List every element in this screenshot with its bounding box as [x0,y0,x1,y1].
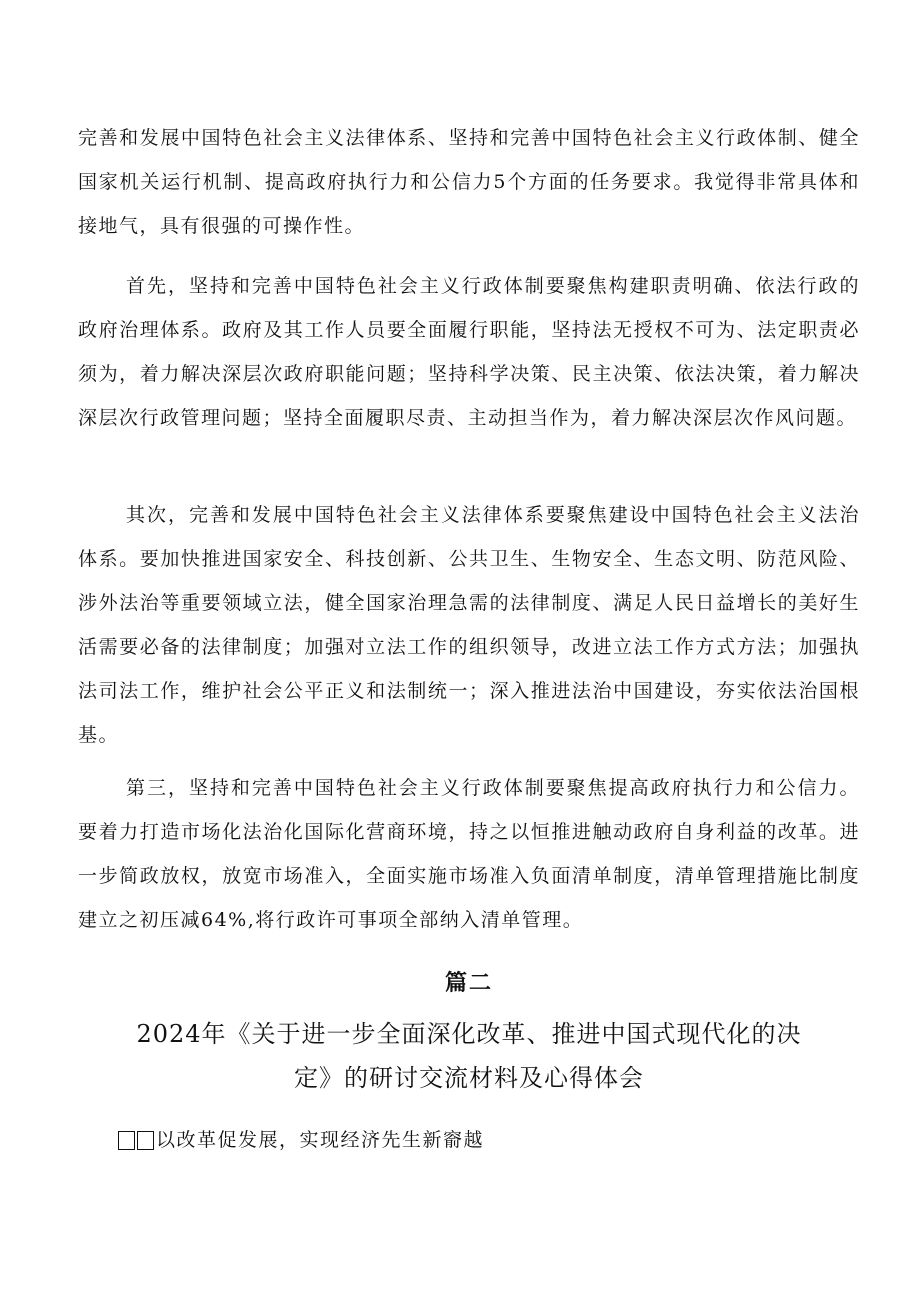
document-title: 2024年《关于进一步全面深化改革、推进中国式现代化的决定》的研讨交流材料及心得体会 [136,1020,802,1092]
missing-glyph-box-icon [118,1131,135,1150]
subheading-text: 以改革促发展，实现经济先生新窬越 [156,1129,485,1151]
missing-glyph-box-icon [137,1131,154,1150]
section-title: 篇二 [444,970,493,996]
paragraph-2: 首先，坚持和完善中国特色社会主义行政体制要聚焦构建职责明确、依法行政的政府治理体系。政府及其工作人员要全面履行职能，坚持法无授权不可为、法定职责必须为，着力解决深层次政府职能问题；坚持科学决策、民主决策、依法决策，着力解决深层次行政管理问题；坚持全面履职尽责、主动担当作为，着力解决深层次作风问题。 [78,275,860,429]
paragraph-4: 第三，坚持和完善中国特色社会主义行政体制要聚焦提高政府执行力和公信力。要着力打造市场化法治化国际化营商环境，持之以恒推进触动政府自身利益的改革。进一步简政放权，放宽市场准入，全面实施市场准入负面清单制度，清单管理措施比制度建立之初压减64%,将行政许可事项全部纳入清单管理。 [78,777,860,931]
subheading [118,1118,484,1162]
paragraph-1: 完善和发展中国特色社会主义法律体系、坚持和完善中国特色社会主义行政体制、健全国家机关运行机制、提高政府执行力和公信力5个方面的任务要求。我觉得非常具体和接地气，具有很强的可操作性。 [78,127,860,237]
paragraph-3: 其次，完善和发展中国特色社会主义法律体系要聚焦建设中国特色社会主义法治体系。要加快推进国家安全、科技创新、公共卫生、生物安全、生态文明、防范风险、涉外法治等重要领域立法，健全国家治理急需的法律制度、满足人民日益增长的美好生活需要必备的法律制度；加强对立法工作的组织领导，改进立法工作方式方法；加强执法司法工作，维护社会公平正义和法制统一；深入推进法治中国建设，夯实依法治国根基。 [78,504,860,746]
